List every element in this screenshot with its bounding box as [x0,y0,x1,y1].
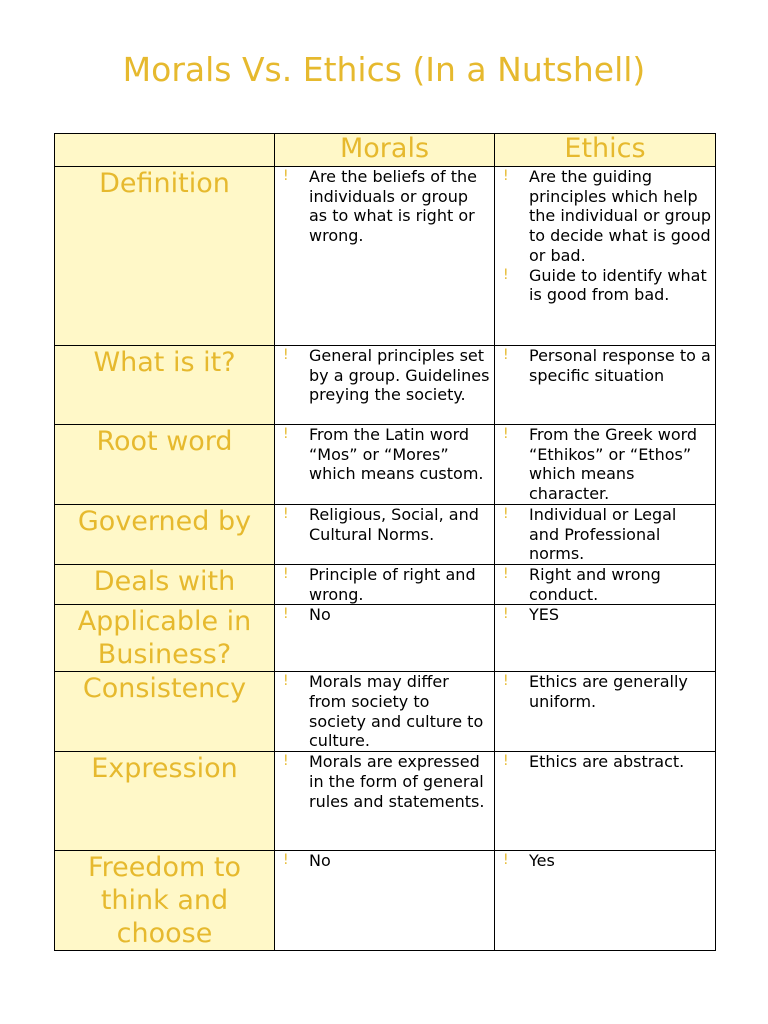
morals-cell [275,851,495,951]
bullet-icon: ! [503,565,509,582]
bullet-icon: ! [503,505,509,522]
list-item [275,752,494,811]
bullet-icon: ! [283,753,289,770]
bullet-icon: ! [503,168,509,184]
list-item-text: Morals may differ from society to society and culture to culture. [309,672,484,751]
row-label: Deals with [55,564,275,604]
header-cell-blank [55,134,275,167]
bullet-icon: ! [503,673,509,690]
list-item [495,565,715,604]
row-label: Root word [55,425,275,505]
list-item [275,346,494,405]
bullet-icon: ! [283,168,289,184]
table-row [55,851,716,951]
ethics-cell [495,851,716,951]
list-item [275,565,494,604]
morals-cell [275,564,495,604]
morals-cell [275,672,495,752]
list-item [495,425,715,504]
ethics-cell [495,564,716,604]
list-item-text: From the Latin word “Mos” or “Mores” which means custom. [309,425,484,484]
row-label: Applicable in Business? [55,605,275,672]
list-item [495,505,715,564]
row-label: Freedom to think and choose [55,851,275,951]
list-item-text: Individual or Legal and Professional norms. [529,504,677,564]
page-title: Morals Vs. Ethics (In a Nutshell) [122,50,646,89]
list-item [495,605,715,625]
list-item-text: Morals are expressed in the form of general rules and statements. [309,752,485,811]
list-item-text: Yes [529,851,555,871]
row-label: Consistency [55,672,275,752]
bullet-icon: ! [283,606,289,623]
morals-cell [275,605,495,672]
list-item-text: Ethics are abstract. [529,752,685,772]
bullet-icon: ! [503,852,509,869]
table-row [55,504,716,564]
table-row [55,672,716,752]
morals-cell [275,167,495,346]
morals-cell [275,346,495,425]
bullet-icon: ! [283,426,289,442]
row-label: Expression [55,752,275,851]
list-item [495,346,715,385]
table-row [55,167,716,346]
list-item [275,425,494,484]
list-item [275,605,494,625]
list-item-text: Are the guiding principles which help the individual or group to decide what is good or bad. [529,167,711,265]
bullet-icon: ! [503,266,509,283]
list-item [275,851,494,871]
list-item [495,752,715,772]
list-item-text: From the Greek word “Ethikos” or “Ethos” which means character. [529,425,698,504]
list-item [275,505,494,544]
list-item-text: Ethics are generally uniform. [529,672,688,712]
ethics-cell [495,346,716,425]
table-row [55,564,716,604]
ethics-cell [495,752,716,851]
list-item-text: No [309,605,331,625]
morals-cell [275,752,495,851]
bullet-icon: ! [283,673,289,690]
bullet-icon: ! [503,347,509,363]
table-row [55,752,716,851]
list-item-text: Personal response to a specific situation [529,346,711,385]
list-item [275,167,494,246]
row-label: Governed by [55,504,275,564]
list-item-text: Principle of right and wrong. [309,564,476,604]
morals-cell [275,425,495,505]
list-item-text: YES [529,605,560,625]
table-row [55,346,716,425]
ethics-cell [495,167,716,346]
list-item-text: Guide to identify what is good from bad. [529,265,707,305]
row-label: Definition [55,167,275,346]
list-item-text: Right and wrong conduct. [529,564,661,604]
bullet-icon: ! [503,606,509,623]
list-item-text: No [309,851,331,871]
bullet-icon: ! [283,347,289,363]
list-item-text: Religious, Social, and Cultural Norms. [309,504,479,544]
row-label: What is it? [55,346,275,425]
bullet-icon: ! [503,753,509,770]
list-item-text: General principles set by a group. Guidelines preying the society. [309,346,490,405]
ethics-cell [495,504,716,564]
bullet-icon: ! [283,505,289,522]
ethics-cell [495,425,716,505]
ethics-cell [495,605,716,672]
table-row [55,425,716,505]
header-cell-ethics: Ethics [495,134,716,167]
bullet-icon: ! [283,565,289,582]
ethics-cell [495,672,716,752]
list-item [495,672,715,711]
comparison-table [54,133,716,951]
header-cell-morals: Morals [275,134,495,167]
list-item [495,266,715,305]
list-item [495,851,715,871]
header-row [55,134,716,167]
morals-cell [275,504,495,564]
list-item-text: Are the beliefs of the individuals or group as to what is right or wrong. [309,167,477,246]
list-item [275,672,494,751]
table-row [55,605,716,672]
bullet-icon: ! [283,852,289,869]
bullet-icon: ! [503,426,509,442]
list-item [495,167,715,266]
